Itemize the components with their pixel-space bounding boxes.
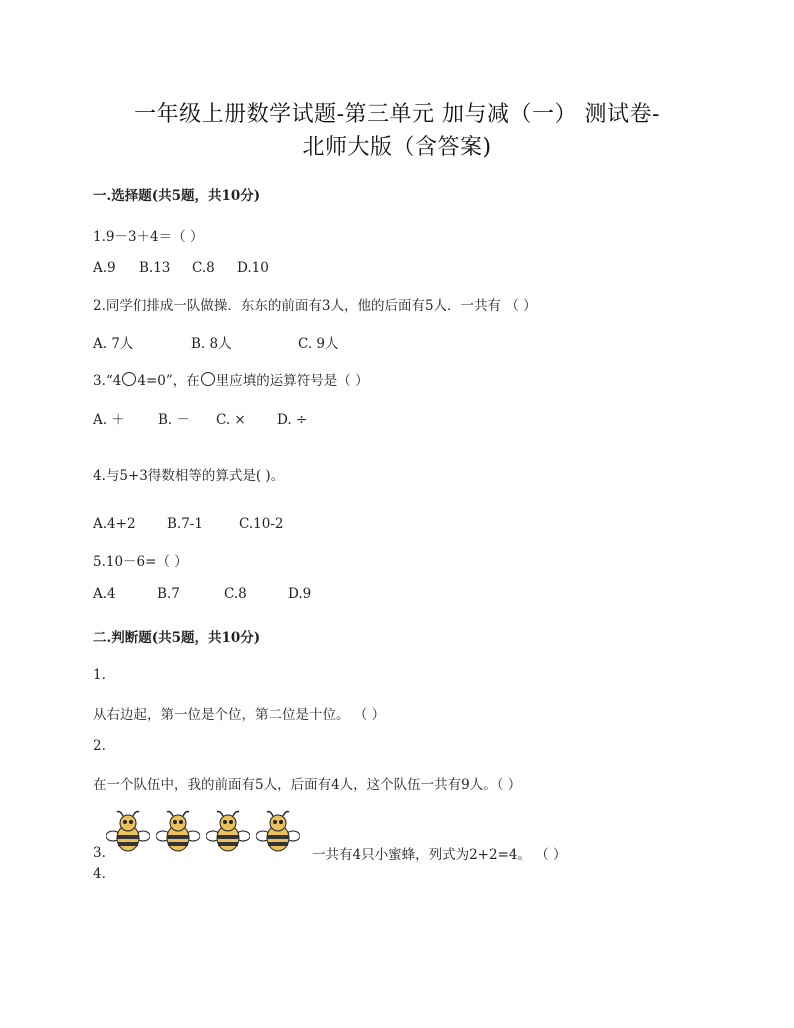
option-a: A.4 [93,586,116,602]
question-3-part2: 4=0”，在 [137,373,200,389]
option-a: A. ＋ [93,412,125,428]
question-1-options [93,260,269,276]
judge-4-number: 4. [93,866,106,882]
bee-icon [206,808,250,856]
section1-heading: 一.选择题(共5题，共10分) [93,188,261,204]
option-a: A. 7人 [93,336,134,352]
judge-2-text: 在一个队伍中，我的前面有5人，后面有4人，这个队伍一共有9人。（ ） [93,777,522,793]
question-5-options [93,586,311,602]
option-c: C. 9人 [298,336,339,352]
option-d: D.10 [237,260,269,276]
question-2-options [93,332,339,352]
page-title-line2: 北师大版（含答案) [302,135,492,160]
question-3-part1: 3.“4 [93,373,122,389]
judge-1-number: 1. [93,667,106,683]
question-3-part3: 里应填的运算符号是（ ） [215,373,369,389]
question-2-text: 2.同学们排成一队做操．东东的前面有3人，他的后面有5人．一共有 （ ） [93,298,537,314]
circle-icon [201,372,215,386]
option-b: B.7-1 [167,516,203,532]
question-4-options [93,516,283,532]
option-a: A.4+2 [93,516,136,532]
option-c: C.8 [224,586,247,602]
judge-1-text: 从右边起，第一位是个位，第二位是十位。 （ ） [93,707,386,723]
judge-3-number: 3. [93,845,106,861]
option-c: C.10-2 [239,516,284,532]
judge-3-text: 一共有4只小蜜蜂，列式为2+2=4。 （ ） [312,847,567,863]
judge-2-number: 2. [93,738,106,754]
option-d: D.9 [288,586,312,602]
bee-icon [256,808,300,856]
circle-icon [122,372,136,386]
option-d: D. ÷ [277,412,308,428]
option-b: B. － [158,412,191,428]
option-a: A.9 [93,260,116,276]
option-b: B. 8人 [191,336,232,352]
question-3-text [93,369,369,389]
page-title-line1: 一年级上册数学试题-第三单元 加与减（一） 测试卷- [134,102,660,127]
bee-icon [156,808,200,856]
question-5-text: 5.10－6=（ ） [93,554,188,570]
question-4-text: 4.与5+3得数相等的算式是( )。 [93,468,285,484]
option-c: C.8 [192,260,215,276]
option-b: B.7 [157,586,180,602]
bee-row [106,808,300,856]
bee-icon [106,808,150,856]
question-1-text: 1.9－3＋4＝（ ） [93,229,204,245]
section2-heading: 二.判断题(共5题，共10分) [93,630,261,646]
option-c: C. × [216,412,246,428]
question-3-options [93,408,307,428]
option-b: B.13 [139,260,171,276]
